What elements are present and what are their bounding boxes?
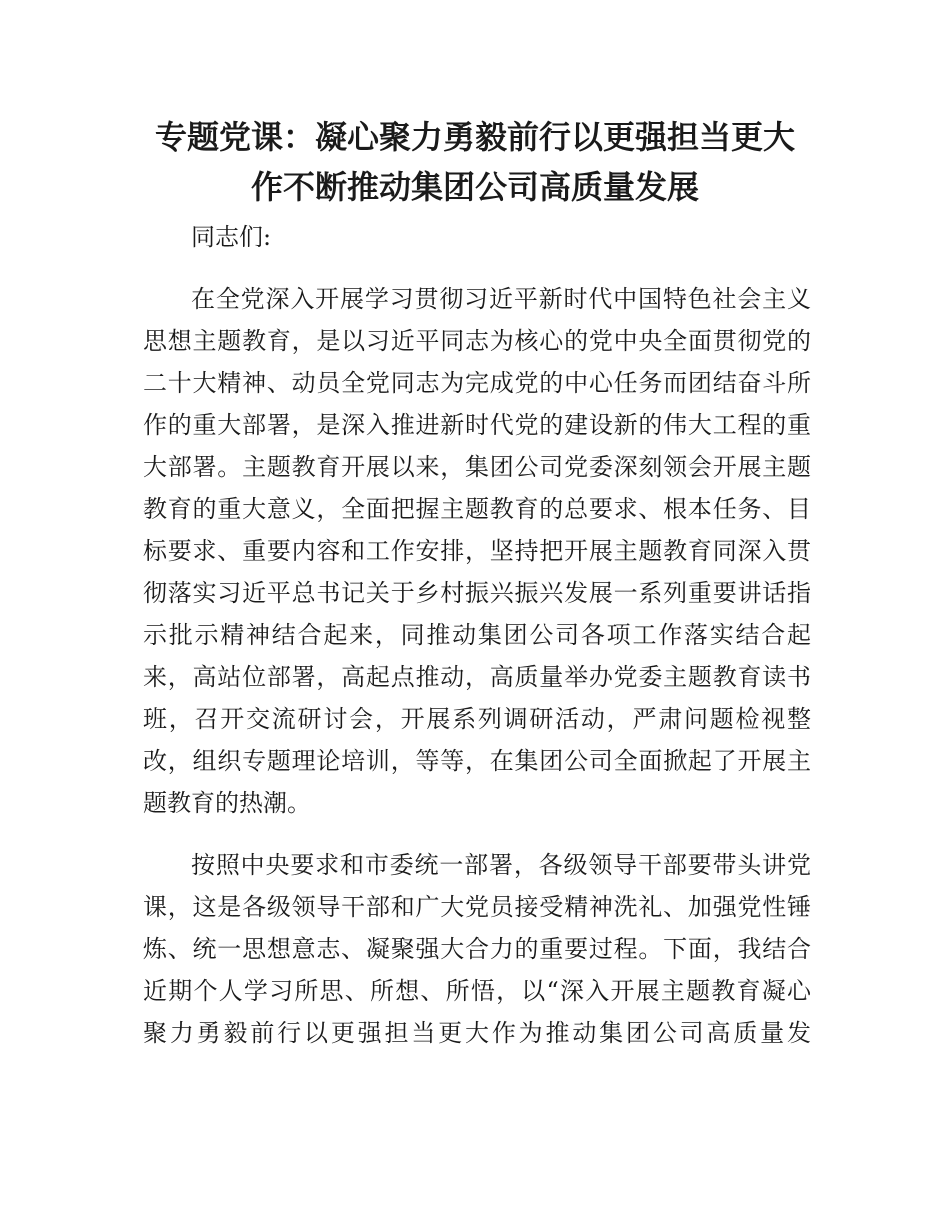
paragraph-line: 改，组织专题理论培训，等等，在集团公司全面掀起了开展主: [143, 747, 811, 775]
paragraph-line: 标要求、重要内容和工作安排，坚持把开展主题教育同深入贯: [143, 537, 811, 565]
paragraph-line: 题教育的热潮。: [143, 789, 311, 817]
paragraph-line: 课，这是各级领导干部和广大党员接受精神洗礼、加强党性锤: [143, 893, 811, 921]
paragraph-line: 在全党深入开展学习贯彻习近平新时代中国特色社会主义: [191, 285, 811, 313]
paragraph-line: 示批示精神结合起来，同推动集团公司各项工作落实结合起: [143, 621, 811, 649]
paragraph-line: 二十大精神、动员全党同志为完成党的中心任务而团结奋斗所: [143, 369, 811, 397]
paragraph-line: 彻落实习近平总书记关于乡村振兴振兴发展一系列重要讲话指: [143, 579, 811, 607]
title-line-2: 作不断推动集团公司高质量发展: [250, 168, 699, 206]
paragraph-line: 按照中央要求和市委统一部署，各级领导干部要带头讲党: [191, 851, 811, 879]
paragraph-line: 大部署。主题教育开展以来，集团公司党委深刻领会开展主题: [143, 453, 811, 481]
salutation: 同志们:: [191, 223, 272, 251]
paragraph-line: 近期个人学习所思、所想、所悟，以“深入开展主题教育凝心: [143, 977, 811, 1005]
paragraph-line: 炼、统一思想意志、凝聚强大合力的重要过程。下面，我结合: [143, 935, 811, 963]
document-title: [100, 112, 850, 212]
title-line-1: 专题党课：凝心聚力勇毅前行以更强担当更大: [154, 118, 795, 156]
paragraph-line: 班，召开交流研讨会，开展系列调研活动，严肃问题检视整: [143, 705, 811, 733]
paragraph-line: 聚力勇毅前行以更强担当更大作为推动集团公司高质量发: [143, 1019, 811, 1047]
paragraph-line: 作的重大部署，是深入推进新时代党的建设新的伟大工程的重: [143, 411, 811, 439]
paragraph-line: 来，高站位部署，高起点推动，高质量举办党委主题教育读书: [143, 663, 811, 691]
document-body: [143, 216, 811, 1054]
paragraph-1: [143, 278, 811, 824]
paragraph-line: 教育的重大意义，全面把握主题教育的总要求、根本任务、目: [143, 495, 811, 523]
paragraph-line: 思想主题教育，是以习近平同志为核心的党中央全面贯彻党的: [143, 327, 811, 355]
paragraph-2: [143, 844, 811, 1054]
